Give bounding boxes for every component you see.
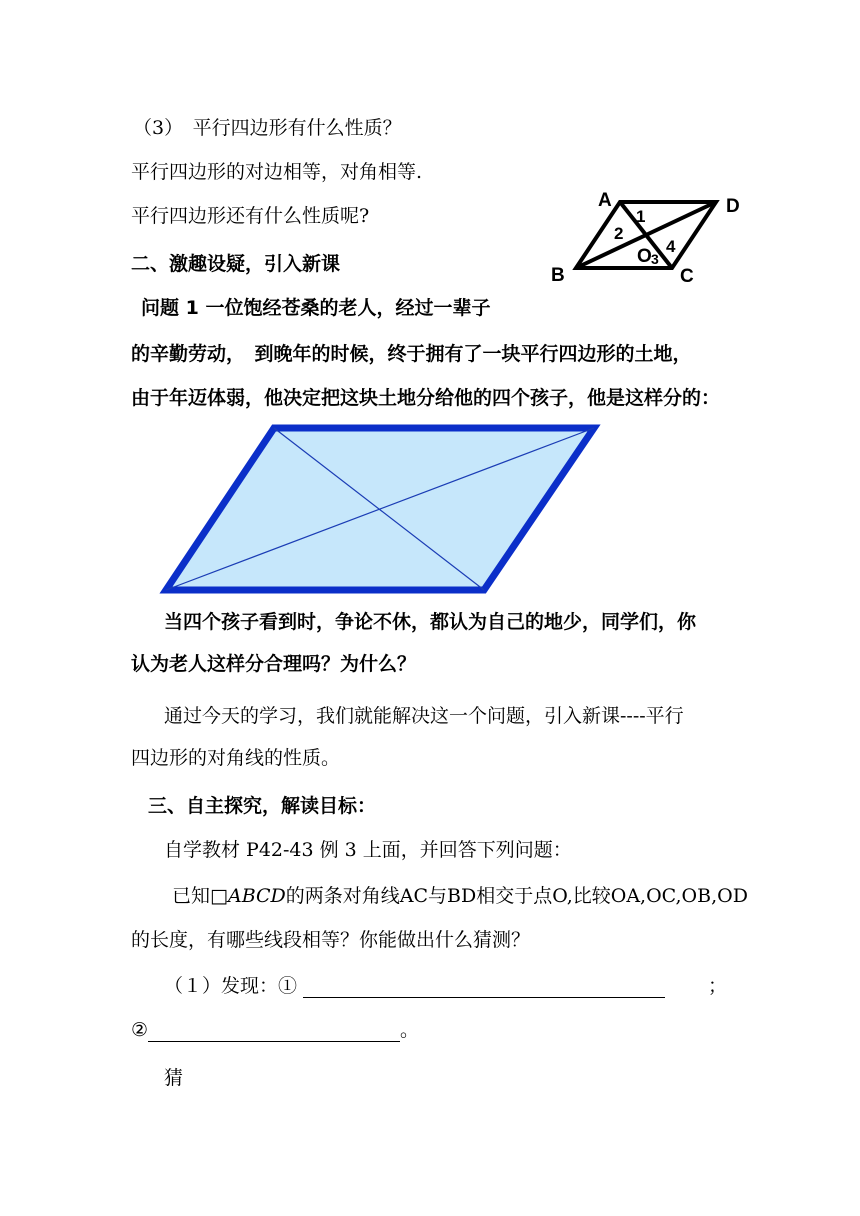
- section-2-heading: 二、激趣设疑，引入新课: [131, 253, 341, 275]
- guess-label: 猜: [164, 1067, 184, 1089]
- section-3-heading: 三、自主探究，解读目标：: [148, 795, 377, 817]
- intro-line-1: 通过今天的学习，我们就能解决这一个问题，引入新课----平行: [164, 705, 684, 727]
- label-a: A: [598, 190, 612, 211]
- label-c: C: [680, 266, 694, 287]
- finding-2-label: ②: [131, 1019, 149, 1041]
- problem-1-line-3: 由于年迈体弱，他决定把这块土地分给他的四个孩子，他是这样分的：: [131, 387, 721, 409]
- parallelogram-abcd-figure: [548, 186, 758, 292]
- problem-1-line-1: 问题 1 一位饱经苍桑的老人，经过一辈子: [141, 297, 491, 319]
- known-suffix: 的两条对角线AC与BD相交于点O,比较OA,OC,OB,OD: [285, 885, 748, 907]
- finding-1-row: [164, 974, 665, 998]
- problem-1-line-2: 的辛勤劳动， 到晚年的时候，终于拥有了一块平行四边形的土地，: [131, 343, 692, 365]
- land-parallelogram: [158, 420, 603, 598]
- finding-2-row: [131, 1018, 419, 1042]
- angle-4: 4: [666, 237, 676, 256]
- known-condition: [172, 884, 748, 908]
- finding-2-end: 。: [400, 1019, 420, 1041]
- finding-1-end: ；: [708, 975, 728, 997]
- known-prefix: 已知: [172, 885, 211, 907]
- finding-2-blank[interactable]: [148, 1023, 400, 1042]
- property-answer: 平行四边形的对边相等，对角相等.: [131, 161, 423, 183]
- angle-3: 3: [651, 251, 659, 267]
- label-b: B: [551, 265, 565, 286]
- intro-line-2: 四边形的对角线的性质。: [131, 747, 341, 769]
- more-properties: 平行四边形还有什么性质呢?: [131, 205, 370, 227]
- parallelogram-symbol: □ABCD: [210, 885, 286, 907]
- finding-1-label: （１）发现：①: [164, 975, 298, 997]
- kids-line-2: 认为老人这样分合理吗？为什么？: [131, 653, 417, 675]
- finding-1-blank[interactable]: [303, 979, 665, 998]
- angle-2: 2: [614, 224, 624, 243]
- self-study-instruction: 自学教材 P42-43 例 3 上面，并回答下列问题：: [164, 839, 572, 861]
- question-3: （3） 平行四边形有什么性质？: [133, 117, 402, 139]
- lengths-question: 的长度，有哪些线段相等？你能做出什么猜测？: [131, 929, 531, 951]
- label-d: D: [726, 196, 740, 217]
- angle-1: 1: [636, 207, 646, 226]
- label-o: O: [637, 246, 652, 267]
- kids-line-1: 当四个孩子看到时，争论不休，都认为自己的地少，同学们，你: [164, 611, 697, 633]
